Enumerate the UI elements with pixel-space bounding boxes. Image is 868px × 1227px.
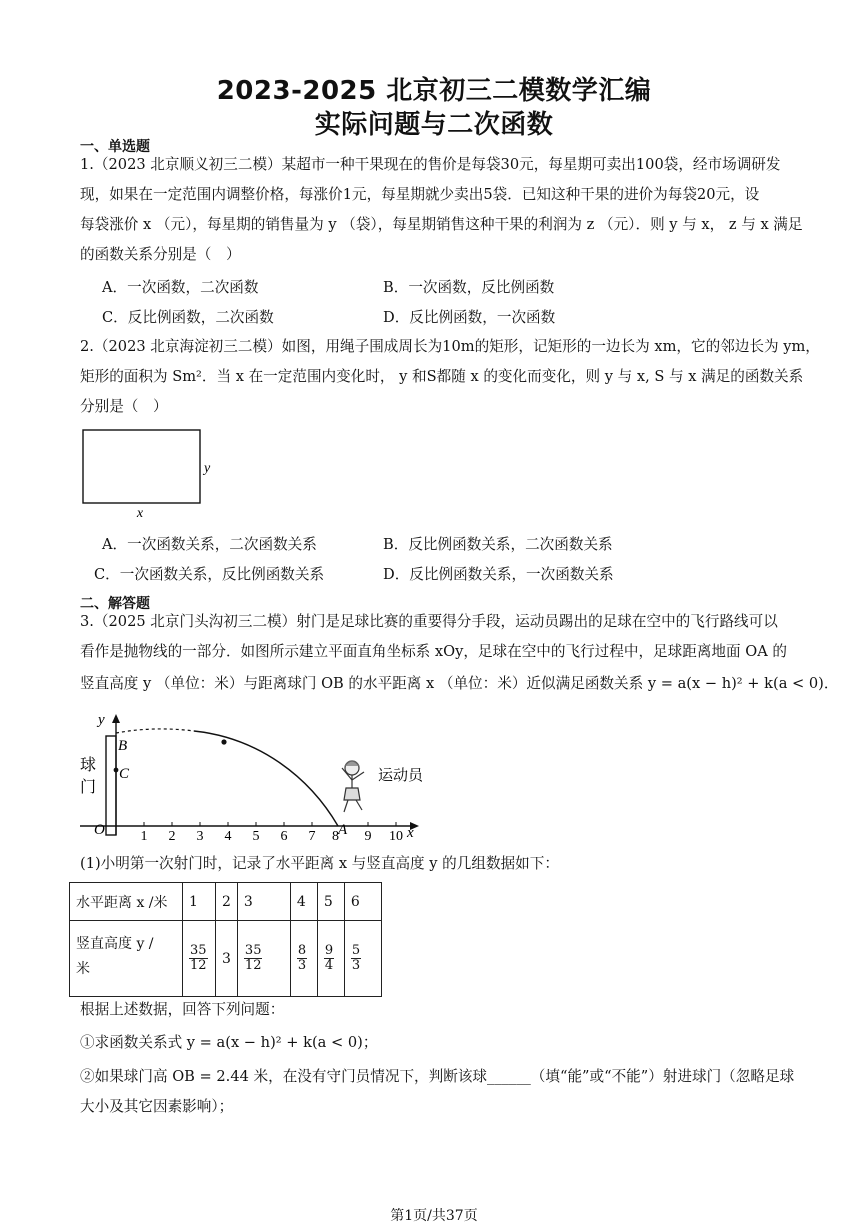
y-axis-arrow [112, 714, 120, 723]
section-heading-single-choice: 一、单选题 [80, 139, 150, 155]
trajectory-solid [194, 731, 338, 826]
q1-option-d: D．反比例函数，一次函数 [383, 309, 556, 326]
player-figure [342, 761, 364, 812]
x-tick-label: 7 [308, 829, 316, 844]
q1-line3: 每袋涨价 x （元），每星期的销售量为 y （袋），每星期销售这种干果的利润为 z （元）．则 y 与 x， z 与 x 满足 [80, 216, 803, 233]
trajectory-point [221, 739, 226, 744]
q2-line2: 矩形的面积为 Sm²．当 x 在一定范围内变化时， y 和S都随 x 的变化而变化，则 y 与 x, S 与 x 满足的函数关系 [80, 368, 804, 385]
doc-title-line1: 2023-2025 北京初三二模数学汇编 [216, 76, 652, 106]
doc-title-line2: 实际问题与二次函数 [314, 110, 554, 140]
rectangle-shape [83, 430, 200, 503]
table-cell-y: $\frac{35}{12}$ [237, 921, 290, 997]
table-cell-y: $\frac{9}{4}$ [317, 921, 344, 997]
q3-line2: 看作是抛物线的一部分．如图所示建立平面直角坐标系 xOy，足球在空中的飞行过程中，足球距离地面 OA 的 [80, 643, 787, 660]
goal-label-1: 球 [80, 755, 97, 774]
q1-line2: 现，如果在一定范围内调整价格，每涨价1元，每星期就少卖出5袋．已知这种干果的进价为每袋20元，设 [80, 186, 760, 203]
goal-label-2: 门 [80, 777, 97, 796]
x-tick-label: 10 [389, 829, 403, 844]
q1-option-b: B．一次函数，反比例函数 [383, 279, 555, 296]
page-footer: 第1页/共37页 [390, 1208, 478, 1224]
q3-trajectory-figure [70, 708, 450, 844]
q2-rectangle-figure [78, 426, 218, 522]
q3-line3: 竖直高度 y （单位：米）与距离球门 OB 的水平距离 x （单位：米）近似满足函数关系 y = a(x − h)² + k(a < 0)． [80, 675, 839, 692]
q3-item2-line1: ②如果球门高 OB = 2.44 米，在没有守门员情况下，判断该球______（填“能”或“不能”）射进球门（忽略足球 [80, 1068, 795, 1085]
table-cell-x: 4 [290, 883, 317, 921]
table-header-y: 竖直高度 y / 米 [70, 921, 183, 997]
q3-sub1-text: (1)小明第一次射门时，记录了水平距离 x 与竖直高度 y 的几组数据如下： [80, 855, 559, 872]
q2-line3: 分别是（ ） [80, 398, 168, 415]
x-axis-label: x [407, 825, 414, 841]
table-cell-x: 2 [216, 883, 238, 921]
x-tick-label: 4 [224, 829, 232, 844]
table-row-y [70, 921, 382, 997]
goal-post [106, 736, 116, 835]
q2-option-a: A．一次函数关系，二次函数关系 [102, 536, 317, 553]
x-tick-label: 6 [280, 829, 288, 844]
x-tick-label: 1 [140, 829, 148, 844]
q2-line1: 2.（2023 北京海淀初三二模）如图，用绳子围成周长为10m的矩形，记矩形的一边长为 xm，它的邻边长为 ym， [80, 338, 820, 355]
x-tick-label: 3 [196, 829, 204, 844]
table-cell-y: 3 [216, 921, 238, 997]
table-header-x: 水平距离 x /米 [70, 883, 183, 921]
q1-line4: 的函数关系分别是（ ） [80, 246, 241, 263]
table-cell-x: 5 [317, 883, 344, 921]
rect-x-label: x [136, 506, 144, 521]
trajectory-dashed [116, 729, 194, 733]
table-cell-y: $\frac{35}{12}$ [183, 921, 216, 997]
table-cell-x: 1 [183, 883, 216, 921]
q2-option-b: B．反比例函数关系，二次函数关系 [383, 536, 613, 553]
point-b-label: B [118, 738, 128, 754]
q3-data-table [69, 882, 382, 997]
section-heading-answer: 二、解答题 [80, 596, 150, 612]
x-tick-label: 2 [168, 829, 176, 844]
q3-line1: 3.（2025 北京门头沟初三二模）射门是足球比赛的重要得分手段，运动员踢出的足球在空中的飞行路线可以 [80, 613, 778, 630]
q1-option-a: A．一次函数，二次函数 [102, 279, 259, 296]
point-a-label: A [338, 822, 348, 838]
q3-after-table: 根据上述数据，回答下列问题： [80, 1001, 285, 1018]
table-row-x [70, 883, 382, 921]
point-c-label: C [119, 766, 130, 782]
x-tick-label: 8 [332, 829, 339, 844]
q3-item2-line2: 大小及其它因素影响）； [80, 1098, 234, 1115]
point-c [114, 768, 119, 773]
q2-option-c: C．一次函数关系，反比例函数关系 [94, 566, 325, 583]
y-axis-label: y [98, 712, 105, 728]
table-cell-x: 3 [237, 883, 290, 921]
x-tick-label: 5 [252, 829, 260, 844]
q1-line1: 1.（2023 北京顺义初三二模）某超市一种干果现在的售价是每袋30元，每星期可卖出100袋，经市场调研发 [80, 156, 781, 173]
origin-label: O [94, 822, 105, 838]
x-axis-ticks [141, 822, 404, 844]
table-cell-y: $\frac{5}{3}$ [344, 921, 381, 997]
q2-option-d: D．反比例函数关系，一次函数关系 [383, 566, 614, 583]
table-cell-y: $\frac{8}{3}$ [290, 921, 317, 997]
x-tick-label: 9 [364, 829, 372, 844]
player-label: 运动员 [378, 766, 424, 784]
table-cell-x: 6 [344, 883, 381, 921]
q1-option-c: C．反比例函数，二次函数 [102, 309, 274, 326]
q3-item1: ①求函数关系式 y = a(x − h)² + k(a < 0)； [80, 1034, 378, 1051]
rect-y-label: y [204, 461, 211, 476]
